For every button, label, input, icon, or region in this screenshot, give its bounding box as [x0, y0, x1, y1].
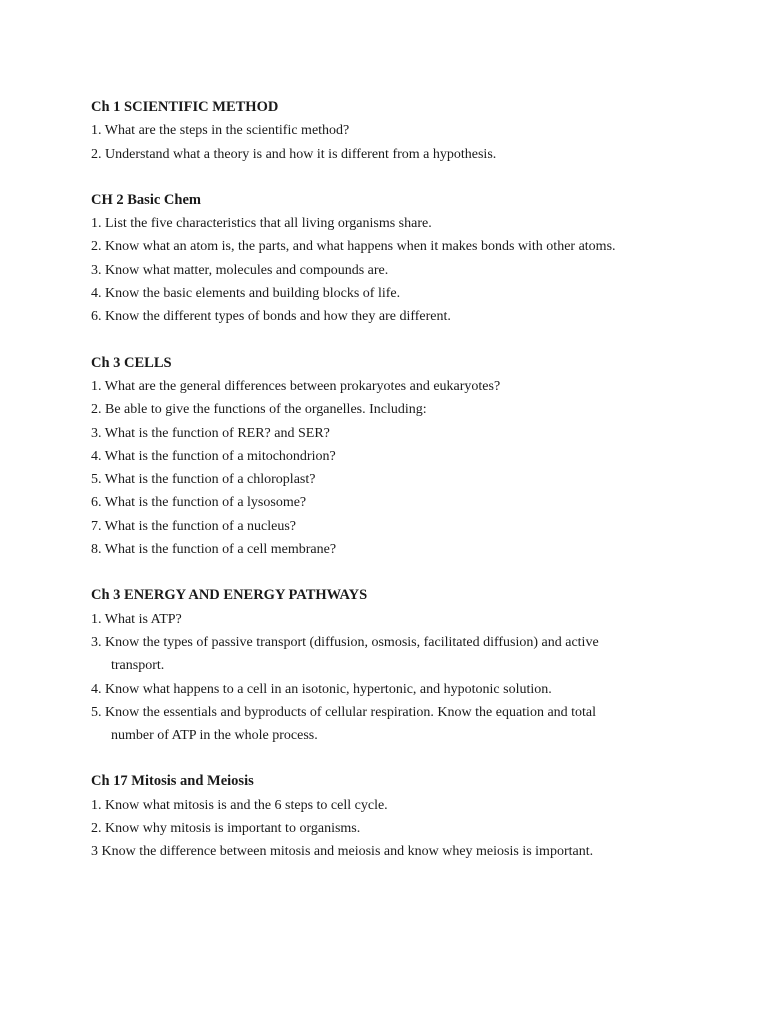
section-heading: Ch 3 CELLS [91, 354, 172, 371]
list-item: 1. What is ATP? [91, 611, 182, 627]
list-item: 1. List the five characteristics that all living organisms share. [91, 216, 432, 232]
list-item: 2. Be able to give the functions of the organelles. Including: [91, 402, 427, 418]
list-item: 1. What are the general differences between prokaryotes and eukaryotes? [91, 378, 501, 394]
section-basic-chem [91, 189, 731, 329]
continuation-text: transport. [111, 658, 165, 674]
list-item: 5. Know the essentials and byproducts of cellular respiration. Know the equation and total [91, 704, 597, 720]
list-item: 8. What is the function of a cell membrane? [91, 542, 337, 558]
section-heading: Ch 3 ENERGY AND ENERGY PATHWAYS [91, 587, 368, 604]
list-item: 6. What is the function of a lysosome? [91, 495, 307, 511]
list-item: 2. Know what an atom is, the parts, and what happens when it makes bonds with other atoms. [91, 239, 616, 255]
section-heading: Ch 1 SCIENTIFIC METHOD [91, 99, 279, 115]
list-item: 2. Understand what a theory is and how it is different from a hypothesis. [91, 146, 497, 162]
list-item: 3. Know the types of passive transport (diffusion, osmosis, facilitated diffusion) and active [91, 634, 599, 650]
list-item-continuation [91, 654, 731, 677]
continuation-text: number of ATP in the whole process. [111, 728, 318, 744]
list-item: 5. What is the function of a chloroplast? [91, 472, 316, 488]
list-item-continuation [91, 724, 731, 747]
section-scientific-method [91, 96, 731, 166]
list-item: 1. What are the steps in the scientific method? [91, 123, 350, 139]
list-item: 3. Know what matter, molecules and compounds are. [91, 262, 389, 278]
section-cells [91, 352, 731, 562]
list-item: 4. Know what happens to a cell in an isotonic, hypertonic, and hypotonic solution. [91, 681, 552, 697]
list-item: 3. What is the function of RER? and SER? [91, 425, 330, 441]
section-energy-pathways [91, 584, 731, 747]
list-item: 6. Know the different types of bonds and how they are different. [91, 309, 451, 325]
list-item: 4. Know the basic elements and building blocks of life. [91, 286, 401, 302]
list-item: 1. Know what mitosis is and the 6 steps to cell cycle. [91, 797, 388, 813]
list-item: 2. Know why mitosis is important to organisms. [91, 821, 361, 837]
section-heading: Ch 17 Mitosis and Meiosis [91, 773, 254, 790]
list-item: 3 Know the difference between mitosis and meiosis and know whey meiosis is important. [91, 844, 594, 860]
section-heading: CH 2 Basic Chem [91, 191, 201, 208]
study-guide [91, 96, 731, 887]
list-item: 7. What is the function of a nucleus? [91, 518, 297, 534]
list-item: 4. What is the function of a mitochondrion? [91, 448, 336, 464]
section-mitosis-meiosis [91, 770, 731, 863]
